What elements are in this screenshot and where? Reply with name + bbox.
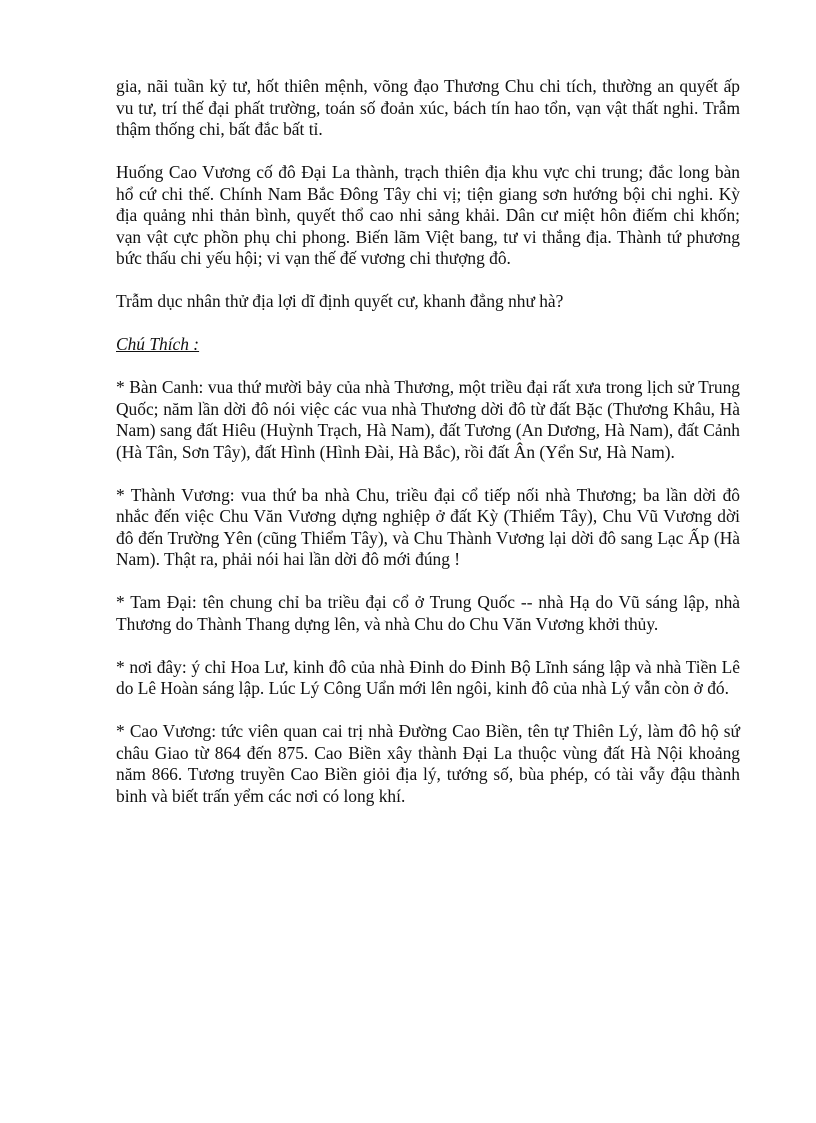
note-paragraph: * Cao Vương: tức viên quan cai trị nhà Đường Cao Biền, tên tự Thiên Lý, làm đô hộ sứ châu Giao từ 864 đến 875. Cao Biền xây thành Đại La thuộc vùng đất Hà Nội khoảng năm 866. Tương truyền Cao Biền giỏi địa lý, tướng số, bùa phép, có tài vẫy đậu thành binh và biết trấn yểm các nơi có long khí.: [116, 721, 740, 806]
notes-heading: Chú Thích :: [116, 334, 200, 354]
note-paragraph: * Tam Đại: tên chung chỉ ba triều đại cổ ở Trung Quốc -- nhà Hạ do Vũ sáng lập, nhà Thương do Thành Thang dựng lên, và nhà Chu do Chu Văn Vương khởi thủy.: [116, 592, 740, 634]
text-paragraph: Trẫm dục nhân thử địa lợi dĩ định quyết cư, khanh đẳng như hà?: [116, 291, 564, 311]
text-paragraph: gia, nãi tuần kỷ tư, hốt thiên mệnh, võng đạo Thương Chu chi tích, thường an quyết ấp vu tư, trí thế đại phất trường, toán số đoản xúc, bách tín hao tổn, vạn vật thất nghi. Trẫm thậm thống chi, bất đắc bất tỉ.: [116, 76, 740, 139]
note-paragraph: * Thành Vương: vua thứ ba nhà Chu, triều đại cổ tiếp nối nhà Thương; ba lần dời đô nhắc đến việc Chu Văn Vương dựng nghiệp ở đất Kỳ (Thiểm Tây), Chu Vũ Vương dời đô đến Trường Yên (cũng Thiểm Tây), và Chu Thành Vương lại dời đô sang Lạc Ấp (Hà Nam). Thật ra, phải nói hai lần dời đô mới đúng !: [116, 484, 740, 569]
text-paragraph: Huống Cao Vương cố đô Đại La thành, trạch thiên địa khu vực chi trung; đắc long bàn hổ cứ chi thế. Chính Nam Bắc Đông Tây chi vị; tiện giang sơn hướng bội chi nghi. Kỳ địa quảng nhi thản bình, quyết thổ cao nhi sảng khải. Dân cư miệt hôn điếm chi khốn; vạn vật cực phồn phụ chi phong. Biến lãm Việt bang, tư vi thắng địa. Thành tứ phương bức thấu chi yếu hội; vi vạn thế đế vương chi thượng đô.: [116, 162, 740, 268]
document-page: [116, 76, 740, 829]
note-paragraph: * Bàn Canh: vua thứ mười bảy của nhà Thương, một triều đại rất xưa trong lịch sử Trung Quốc; năm lần dời đô nói việc các vua nhà Thương dời đô từ đất Bặc (Thương Khâu, Hà Nam) sang đất Hiêu (Huỳnh Trạch, Hà Nam), đất Tương (An Dương, Hà Nam), đất Cảnh (Hà Tân, Sơn Tây), đất Hình (Hình Đài, Hà Bắc), rồi đất Ân (Yển Sư, Hà Nam).: [116, 377, 740, 462]
note-paragraph: * nơi đây: ý chỉ Hoa Lư, kinh đô của nhà Đinh do Đinh Bộ Lĩnh sáng lập và nhà Tiền Lê do Lê Hoàn sáng lập. Lúc Lý Công Uẩn mới lên ngôi, kinh đô của nhà Lý vẫn còn ở đó.: [116, 656, 740, 698]
